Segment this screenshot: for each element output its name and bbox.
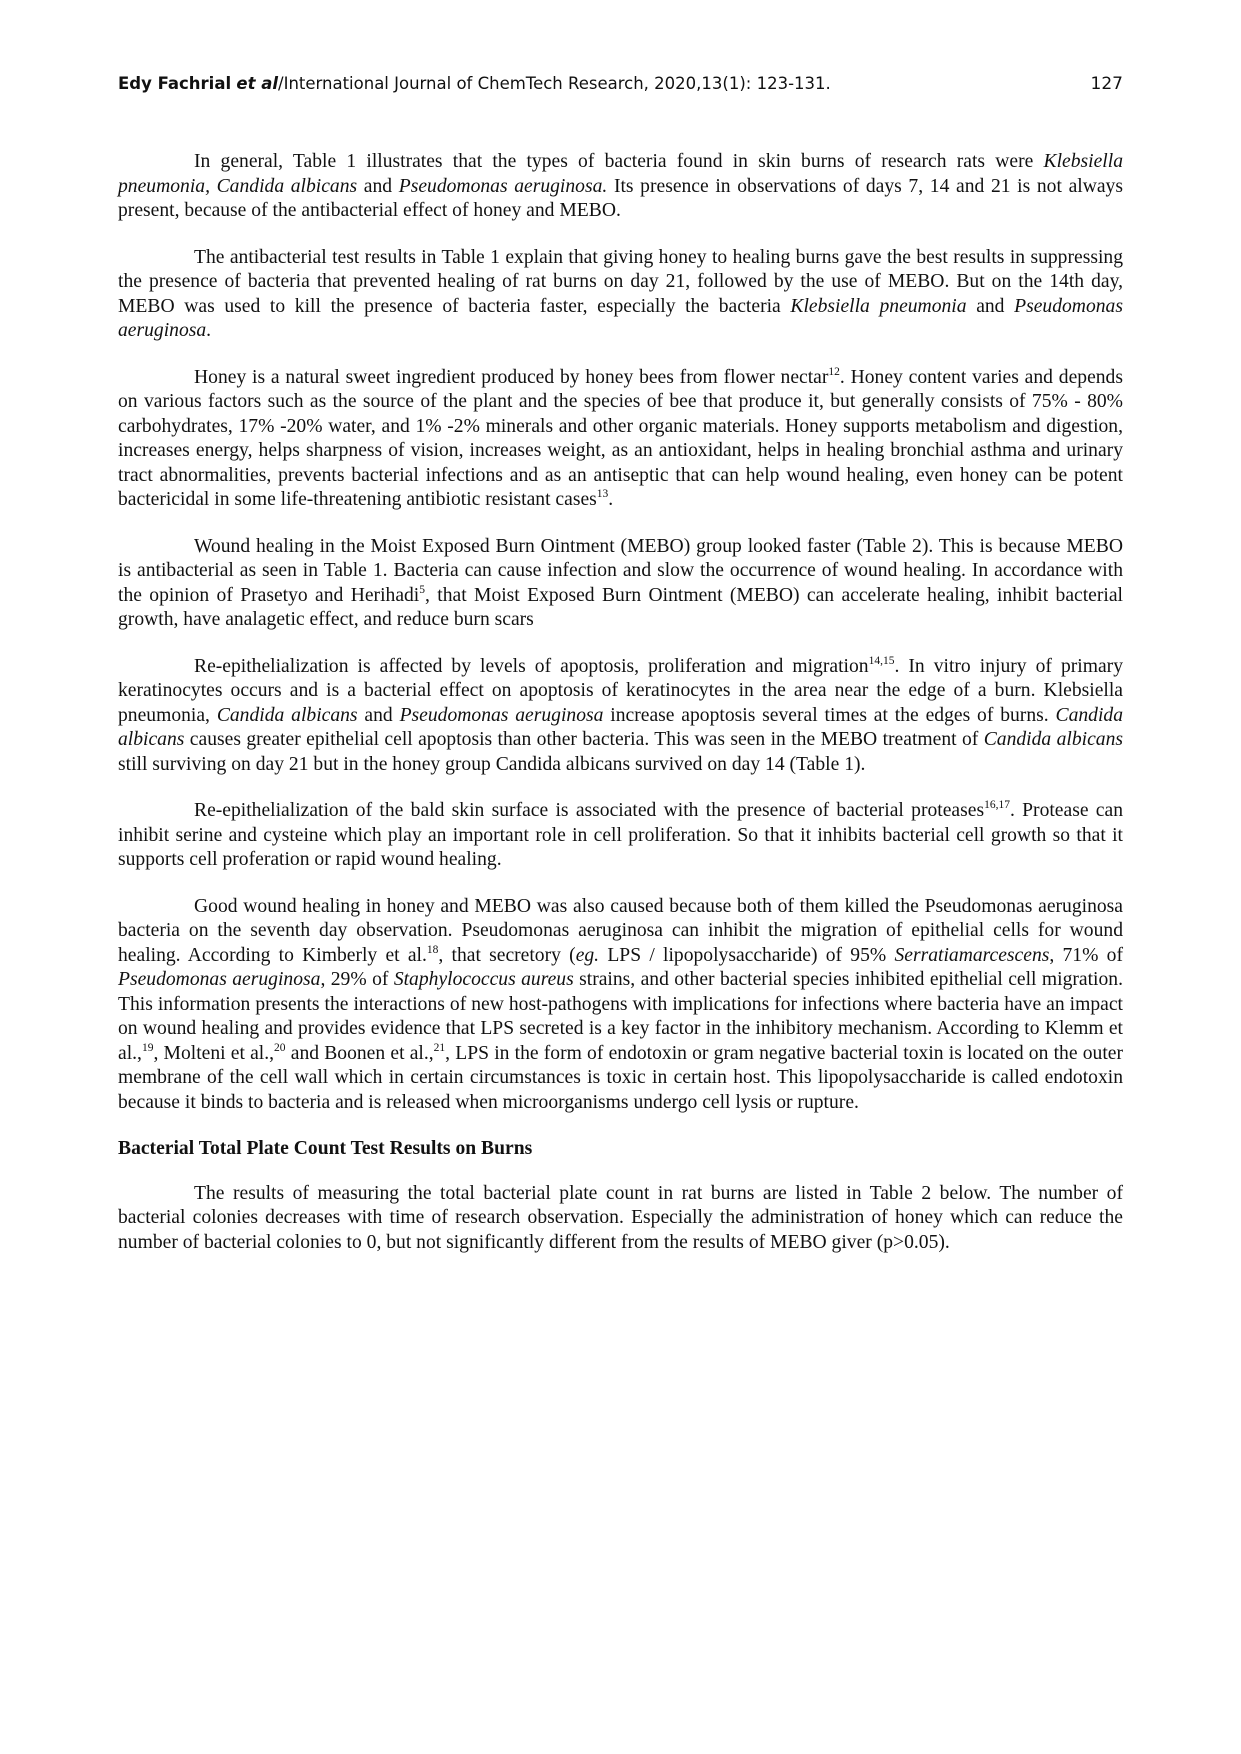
citation-superscript: 19 [141, 1041, 154, 1054]
p1-text-a: In general, Table 1 illustrates that the types of bacteria found in skin burns of research rats were [194, 151, 1044, 172]
p1-text-c: and [357, 175, 399, 197]
paragraph-5 [118, 655, 1123, 778]
p7-text-k: , Molteni et al., [153, 1042, 275, 1064]
header-author: Edy Fachrial [118, 74, 232, 93]
p2-text-c: and [966, 295, 1015, 317]
p6-text-a: Re-epithelialization of the bald skin surface is associated with the presence of bacterial proteases [194, 800, 985, 821]
p4-text-b: , that Moist Exposed Burn Ointment (MEBO) can accelerate healing, inhibit bacterial growth, have analagetic effect, and reduce burn scars [118, 584, 1123, 630]
p7-eg: eg. [575, 944, 600, 966]
paragraph-2 [118, 246, 1123, 344]
p5-text-j: still surviving on day 21 but in the honey group Candida albicans survived on day 14 (Table 1). [118, 753, 866, 775]
p7-species-e: Serratiamarcescens [894, 944, 1050, 966]
citation-superscript: 13 [596, 488, 609, 500]
p7-text-a: Good wound healing in honey and MEBO was also caused because both of them killed the Pseudomonas aeruginosa bacteria on the seventh day observation. Pseudomonas aeruginosa can inhibit the migration of epithelial cells for wound healing. According to Kimberly et al. [118, 895, 1123, 966]
p5-text-d: and [357, 704, 400, 726]
p3-text-b: . Honey content varies and depends on various factors such as the source of the plant and the species of bee that produce it, but generally consists of 75% - 80% carbohydrates, 17% -20% water, and 1% -2% minerals and other organic materials. Honey supports metabolism and digestion, increases energy, helps sharpness of vision, increases weight, as an antioxidant, helps in healing bronchial asthma and urinary tract abnormalities, prevents bacterial infections and as an antiseptic that can help wound healing, even honey can be potent bactericidal in some life-threatening antibiotic resistant cases [118, 366, 1123, 510]
p5-species-e: Pseudomonas aeruginosa [399, 704, 604, 726]
p7-text-b: , that secretory ( [438, 944, 576, 966]
citation-superscript: 5 [419, 583, 426, 596]
p5-text-b: . In vitro injury of primary keratinocytes occurs and is a bacterial effect on apoptosis of keratinocytes in the area near the edge of a burn. Klebsiella pneumonia, [118, 655, 1123, 726]
p3-text-a: Honey is a natural sweet ingredient produced by honey bees from flower nectar [194, 366, 829, 388]
p7-text-m: , LPS in the form of endotoxin or gram negative bacterial toxin is located on the outer membrane of the cell wall which in certain circumstances is toxic in certain host. This lipopolysaccharide is called endotoxin because it binds to bacteria and is released when microorganisms undergo cell lysis or rupture. [118, 1042, 1123, 1113]
p5-species-c: Candida albicans [216, 704, 358, 726]
citation-superscript: 14,15 [868, 654, 895, 667]
p1-species-a: Klebsiella pneumonia, Candida albicans [118, 151, 1123, 197]
p7-species-i: Staphylococcus aureus [393, 969, 574, 990]
citation-superscript: 20 [274, 1041, 286, 1054]
p7-text-d: LPS / lipopolysaccharide) of 95% [599, 944, 895, 966]
running-header [118, 74, 1123, 104]
page-number: 127 [1090, 74, 1123, 94]
p2-text-e: . [206, 320, 212, 341]
citation-superscript: 18 [426, 943, 439, 956]
citation-superscript: 12 [828, 365, 840, 378]
p1-text-e: Its presence in observations of days 7, 14 and 21 is not always present, because of the antibacterial effect of honey and MEBO. [118, 175, 1123, 221]
p2-text-a: The antibacterial test results in Table 1 explain that giving honey to healing burns gave the best results in suppressing the presence of bacteria that prevented healing of rat burns on day 21, followed by the use of MEBO. But on the 14th day, MEBO was used to kill the presence of bacteria faster, especially the bacteria [118, 246, 1123, 317]
p5-species-i: Candida albicans [983, 729, 1123, 750]
p1-species-b: Pseudomonas aeruginosa. [398, 175, 608, 197]
p6-text-b: . Protease can inhibit serine and cysteine which play an important role in cell proliferation. So that it inhibits bacterial cell growth so that it supports cell proferation or rapid wound healing. [118, 800, 1124, 870]
paragraph-7 [118, 895, 1123, 1116]
p2-species-b: Pseudomonas aeruginosa [118, 295, 1123, 341]
citation-superscript: 21 [433, 1041, 446, 1054]
p3-text-c: . [608, 489, 614, 510]
paragraph-4 [118, 535, 1123, 633]
p7-text-f: , 71% of [1049, 944, 1123, 966]
p8-text-a: The results of measuring the total bacterial plate count in rat burns are listed in Table 2 below. The number of bacterial colonies decreases with time of research observation. Especially the administration of honey which can reduce the number of bacterial colonies to 0, but not significantly different from the results of MEBO giver (p>0.05). [118, 1182, 1123, 1253]
p5-text-f: increase apoptosis several times at the edges of burns. [603, 704, 1056, 726]
p7-species-g: Pseudomonas aeruginosa [118, 969, 321, 990]
p5-text-a: Re-epithelialization is affected by levels of apoptosis, proliferation and migration [194, 655, 869, 677]
p7-text-h: , 29% of [320, 969, 394, 990]
p7-text-j: strains, and other bacterial species inhibited epithelial cell migration. This information presents the interactions of new host-pathogens with implications for infections where bacteria have an impact on wound healing and provides evidence that LPS secreted is a key factor in the inhibitory mechanism. According to Klemm et al., [118, 969, 1123, 1064]
header-citation: /International Journal of ChemTech Research, 2020,13(1): 123-131. [278, 74, 831, 93]
p5-species-g: Candida albicans [118, 704, 1124, 750]
section-heading: Bacterial Total Plate Count Test Results on Burns [118, 1138, 533, 1159]
p2-species-a: Klebsiella pneumonia [790, 295, 967, 317]
p5-text-h: causes greater epithelial cell apoptosis than other bacteria. This was seen in the MEBO treatment of [184, 729, 984, 750]
p7-text-l: and Boonen et al., [285, 1042, 434, 1064]
p4-text-a: Wound healing in the Moist Exposed Burn Ointment (MEBO) group looked faster (Table 2). This is because MEBO is antibacterial as seen in Table 1. Bacteria can cause infection and slow the occurrence of wound healing. In accordance with the opinion of Prasetyo and Herihadi [118, 535, 1123, 606]
citation-superscript: 16,17 [984, 799, 1010, 811]
body-text [118, 150, 1123, 1255]
paragraph-8 [118, 1182, 1123, 1256]
paragraph-1 [118, 150, 1123, 224]
paragraph-6 [118, 799, 1123, 873]
header-et-al: et al [236, 74, 279, 93]
paragraph-3 [118, 366, 1123, 513]
